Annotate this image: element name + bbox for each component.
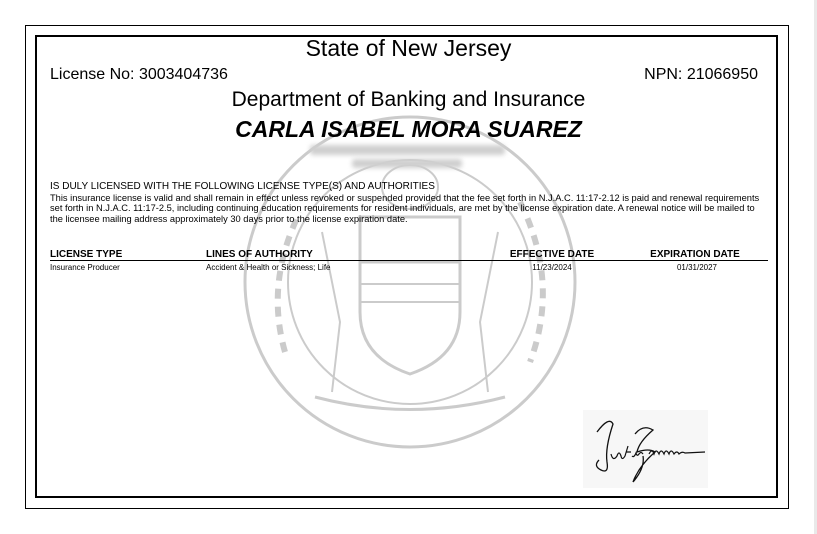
header-rule (50, 260, 768, 261)
npn-number: NPN: 21066950 (644, 66, 758, 83)
license-table (50, 249, 768, 274)
department-name: Department of Banking and Insurance (231, 88, 586, 111)
license-number: License No: 3003404736 (50, 66, 228, 83)
license-type-cell: Insurance Producer (50, 263, 120, 272)
license-terms-paragraph: This insurance license is valid and shall remain in effect unless revoked or suspended provided that the fee set forth in N.J.A.C. 11:17-2.12 is paid and renewal requirements set forth in N.J.A.C. 11:17-2.5, including continuing education requirements for resident individuals, are met by the license expiration date. A renewal notice will be mailed to the licensee mailing address approximately 30 days prior to the license expiration date. (50, 193, 760, 224)
licensee-name: CARLA ISABEL MORA SUAREZ (235, 116, 582, 142)
table-row (50, 263, 768, 274)
state-title: State of New Jersey (305, 35, 512, 61)
column-header: LINES OF AUTHORITY (206, 249, 313, 260)
column-header: EXPIRATION DATE (650, 249, 740, 260)
signature-icon (583, 410, 708, 488)
column-header: EFFECTIVE DATE (509, 249, 595, 260)
redacted-address (310, 143, 510, 171)
column-header: LICENSE TYPE (50, 249, 123, 260)
effective-date-cell: 11/23/2024 (532, 263, 572, 272)
table-header (50, 249, 768, 260)
expiration-date-cell: 01/31/2027 (676, 263, 718, 272)
license-heading: IS DULY LICENSED WITH THE FOLLOWING LICENSE TYPE(S) AND AUTHORITIES (50, 181, 435, 192)
lines-of-authority-cell: Accident & Health or Sickness; Life (206, 263, 331, 272)
